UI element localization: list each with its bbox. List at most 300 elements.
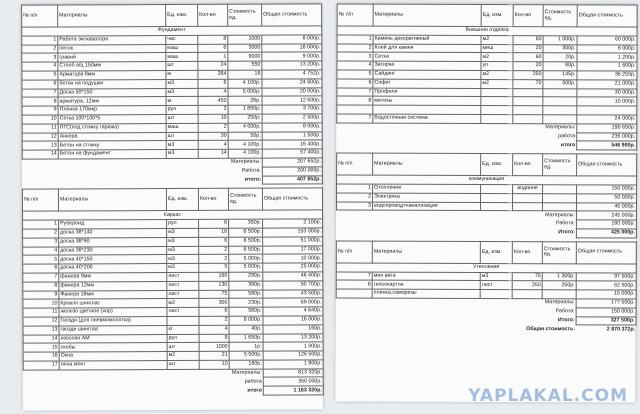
row-number: 7 [23,273,59,282]
row-quantity: 6 [199,237,229,246]
row-number: 11 [22,124,58,133]
row-unit-price: 5 000р. [229,263,263,272]
header-unit-price: Стоимость ед. [542,241,576,263]
row-total: 36 250р. [577,71,637,80]
summary-value: 200 000р. [262,167,322,176]
row-quantity: 160 [199,272,229,281]
row-total: 1 500р. [262,131,322,140]
row-material: Работа экскаватора [58,35,166,44]
row-number: 1 [23,220,59,229]
row-number: 1 [337,35,373,44]
row-material: железо цветное (хор) [59,308,167,317]
header-unit: Ед. изм. [481,154,513,176]
row-material: Рубероид [59,220,167,229]
row-unit [480,290,512,299]
row-number: 4 [337,61,373,70]
row-total: 12 600р. [262,96,322,105]
summary-value: 245 000р. [576,211,636,220]
header-num: № п/п [337,153,373,175]
row-unit: шт [167,343,199,352]
header-qty: Кол-во [513,5,543,27]
row-unit-price: 300р. [543,79,577,88]
summary-label: Работа: [241,167,261,174]
row-quantity: 1000 [199,343,229,352]
row-quantity: 2 [199,316,229,325]
row-total: 10 000р. [577,97,637,106]
section-title: Фундамент [22,26,322,36]
row-total: 6 000р. [577,44,637,53]
row-unit [480,202,512,211]
row-number: 8 [23,282,59,291]
summary-label: Материалы: [230,159,261,166]
row-quantity: 8 [198,35,228,44]
row-number: 4 [23,247,59,256]
row-unit-price: 230р. [229,298,263,307]
row-number: 3 [337,52,373,61]
header-material: Материалы [372,241,480,263]
summary-value: 190 650р. [577,124,637,133]
row-total: 4 640р. [263,307,323,316]
row-unit-price: 4 100р. [228,79,262,88]
row-unit: м3 [167,255,199,264]
row-total: 9 000р. [262,52,322,61]
row-quantity: 10 [199,360,229,369]
summary-label: Материалы: [545,124,576,131]
row-unit-price: 80р. [543,62,577,71]
row-total: 1 200р. [577,53,637,62]
row-quantity: 24 [198,61,228,70]
row-unit-price: 5 000р. [228,88,262,97]
row-number: 13 [22,141,58,150]
row-total: 3 700р. [262,105,322,114]
header-total: Общая стоимость [576,242,636,264]
row-unit: лист [480,281,512,290]
row-unit-price: 9000 [228,52,262,61]
summary-value: 150 000р. [576,308,636,317]
summary-label: Материалы: [544,299,575,306]
row-material: Бетон на фундамент [58,150,166,159]
header-total: Общая стоимость [577,5,637,27]
row-unit-price [543,97,577,106]
row-unit: рул [166,106,198,115]
row-quantity: 21 [199,351,229,360]
row-number: 5 [22,71,58,80]
row-quantity: 6 [198,79,228,88]
watermark-logo: YAPLAKAL.COM [468,386,628,406]
row-unit: м2 [167,351,199,360]
row-total: 97 500р. [576,272,636,281]
row-total: 60 000р. [577,36,637,45]
row-unit-price [542,202,576,211]
row-material: Кровля шинглас [59,299,167,308]
row-number: 2 [337,193,373,202]
row-number: 10 [22,115,58,124]
row-number: 9 [22,106,58,115]
row-unit [481,106,513,115]
row-unit: шт [166,114,198,123]
row-total: 15 000р. [576,290,636,299]
row-unit [481,114,513,123]
row-unit-price: 580р. [229,307,263,316]
summary-label: Работа: [555,220,575,227]
row-number: 15 [23,343,59,352]
row-total: 20 000р. [262,87,322,96]
section-title: Внешняя отделка [337,26,637,36]
row-material: гипсокартон [372,280,480,289]
section-title: Каркас [23,210,323,220]
row-total [577,106,637,115]
row-material: фанера 12мм [59,281,167,290]
row-unit-price: 390р. [229,281,263,290]
row-material: Сетка [373,52,481,61]
row-unit: маш [166,123,198,132]
row-number: 14 [22,150,58,159]
row-number: 7 [337,114,373,123]
row-total: 17 000р. [263,245,323,254]
row-unit-price: 290р. [229,272,263,281]
row-total: 30 000р. [577,88,637,97]
summary-label: итого [560,141,576,148]
row-quantity: 264 [198,70,228,79]
row-total: 16 400р. [262,140,322,149]
row-unit-price: 8 500р. [229,228,263,237]
row-unit-price: 4 000р. [228,123,262,132]
row-number [336,289,372,298]
header-unit-price: Стоимость ед. [228,188,262,210]
row-material: метизы [373,96,481,105]
row-unit [481,97,513,106]
header-total: Общая стоимость [262,4,322,26]
row-unit: м3 [480,272,512,281]
row-unit [481,193,513,202]
row-unit-price [543,115,577,124]
row-total: 160р. [263,325,323,334]
header-num: № п/п [22,5,58,27]
row-quantity: 20 [513,44,543,53]
row-material: Водосточная система [373,114,481,123]
row-unit-price: 300р. [543,44,577,53]
row-unit: кг [167,325,199,334]
row-unit-price: 4 100р. [228,140,262,149]
row-material: изоспан АМ [59,334,167,343]
right-estimate-sheet [335,3,636,402]
row-total: 69 000р. [263,298,323,307]
row-material: Столб а/ц 150мм [58,62,166,71]
header-unit-price: Стоимость ед. [543,154,577,176]
row-total: 153 000р. [263,228,323,237]
row-number [337,105,373,114]
row-material: Окна [59,352,167,361]
row-material: водопровод+канализация [372,202,480,211]
left-estimate-table [21,3,324,396]
row-unit [481,88,513,97]
summary-label: Материалы: [545,212,575,219]
row-number: 6 [23,264,59,273]
row-unit: меш [481,44,513,53]
row-unit-price: 1000 [228,35,262,44]
row-unit: уп [481,62,513,71]
row-unit: рул [167,334,199,343]
header-qty: Кол-во [513,154,543,176]
section-title: коммуникации [337,175,637,185]
row-number: 5 [23,255,59,264]
row-unit-price: 1 850р. [228,105,262,114]
row-quantity: 450 [198,97,228,106]
summary-label: работа [558,133,576,140]
right-estimate-table [336,3,638,334]
header-unit: Ед. изм. [166,189,198,211]
header-row [337,4,637,27]
summary-label: итого [247,387,262,394]
row-total: 62 500р. [576,281,636,290]
row-unit-price [543,185,577,194]
section-title: Утепление [336,263,636,273]
row-unit: м [166,97,198,106]
row-material: Бетон на стяжку [58,141,166,150]
row-number: 2 [23,229,59,238]
header-row [22,188,322,211]
row-material: доска 38*140 [59,228,167,237]
row-unit: шт [166,132,198,141]
row-number: 8 [22,97,58,106]
row-material: пленка,саморезы [372,289,480,298]
row-unit: м3 [166,141,198,150]
row-quantity: 14 [198,149,228,158]
summary-value: 180 000р. [576,220,636,229]
left-estimate-sheet [21,3,323,410]
row-unit: шт [166,62,198,71]
row-unit: час [166,35,198,44]
row-material: мин вата [372,272,480,281]
row-number: 9 [23,291,59,300]
row-total: 8 000р. [262,35,322,44]
row-material: Камень декоративный [373,35,481,44]
row-total: 50 000р. [577,194,637,203]
row-total: 24 600р. [262,79,322,88]
row-total: 50 700р. [263,281,323,290]
row-quantity: водяное [513,185,543,194]
grand-total-row [336,324,636,334]
row-quantity [512,290,542,299]
row-quantity: 1 [198,53,228,62]
row-material: бетон на подушки [58,79,166,88]
header-num: № п/п [22,189,58,211]
row-material: гравий [58,53,166,62]
row-quantity: 2 [199,246,229,255]
row-unit-price: 580р. [229,290,263,299]
row-unit: м3 [167,237,199,246]
summary-label: Работа: [555,308,575,315]
row-number: 10 [23,299,59,308]
row-unit-price: 28р. [228,96,262,105]
header-unit-price: Стоимость ед. [543,5,577,27]
row-unit-price: 8 500р. [229,246,263,255]
row-material: Отопление [373,184,481,193]
header-row [337,153,637,176]
row-number: 8 [337,96,373,105]
row-total: 25 000р. [263,263,323,272]
row-unit: м2 [481,53,513,62]
row-unit-price: 550 [228,61,262,70]
row-quantity: 250 [512,281,542,290]
summary-row [23,386,323,396]
row-unit-price: 1 650р. [229,334,263,343]
row-total: 4 752р. [262,70,322,79]
row-quantity: 75 [512,272,542,281]
row-unit-price [543,193,577,202]
summary-value: 350 000р. [263,377,323,386]
row-material: Профили [373,88,481,97]
row-unit: маш [166,44,198,53]
row-number: 3 [336,202,372,211]
row-quantity: 60 [513,53,543,62]
row-material: доска 40*150 [59,255,167,264]
row-number: 3 [23,238,59,247]
row-number: 1 [22,36,58,45]
row-unit: м3 [167,264,199,273]
header-qty: Кол-во [198,4,228,26]
row-quantity: 4 [198,141,228,150]
row-quantity: 75 [199,290,229,299]
row-quantity [513,115,543,124]
row-unit: лист [167,307,199,316]
row-total: 10 000р. [263,254,323,263]
row-unit-price: 1р. [229,342,263,351]
header-total: Общая стоимость [262,188,322,210]
row-unit-price [543,88,577,97]
row-material: арматура, 12мм [58,97,166,106]
row-number: 3 [22,53,58,62]
row-unit: маш [166,53,198,62]
summary-value: 407 652р. [262,175,322,184]
row-total: 13 200р. [262,61,322,70]
row-unit: лист [167,281,199,290]
row-number: 17 [23,361,59,370]
row-quantity [512,202,542,211]
row-quantity: 130 [199,281,229,290]
row-number: 12 [22,133,58,142]
row-quantity: 2 [199,255,229,264]
row-material: доска 38*230 [59,246,167,255]
row-material: доска 40*200 [59,264,167,273]
row-number: 16 [23,352,59,361]
header-unit: Ед. изм. [166,4,198,26]
row-unit-price: 1 000р. [543,35,577,44]
row-unit: м3 [167,228,199,237]
row-quantity: 4 [198,88,228,97]
row-number: 12 [23,317,59,326]
row-unit: м3 [166,88,198,97]
row-number: 5 [337,70,373,79]
summary-value: 327 500р. [576,316,636,325]
header-material: Материалы [373,4,481,26]
row-material: Электрика [373,193,481,202]
row-total: 24 000р. [577,115,637,124]
summary-value: 177 500р. [576,299,636,308]
summary-value: 813 320р. [263,369,323,378]
row-total: 18 000р. [262,43,322,52]
row-number: 6 [22,80,58,89]
row-unit-price: 1 300р. [542,272,576,281]
row-quantity: 30 [198,132,228,141]
row-material: гвозди шинглас [59,325,167,334]
row-total: 1 600р. [577,62,637,71]
header-material: Материалы [58,5,166,27]
row-material: Пленка 170мкр [58,106,166,115]
row-unit-price: 5 500р. [229,351,263,360]
row-unit [481,184,513,193]
row-total: 57 400р. [262,149,322,158]
row-unit: м2 [481,70,513,79]
row-material: фанера 9мм [59,272,167,281]
summary-value: 546 900р. [577,141,637,150]
row-unit-price: 8 000р. [229,316,263,325]
row-quantity: 2 [198,123,228,132]
header-material: Материалы [58,189,166,211]
row-number: 1 [337,184,373,193]
row-number: 14 [23,334,59,343]
summary-label: итого: [244,176,261,183]
row-quantity: 6 [199,307,229,316]
row-quantity: 20 [513,62,543,71]
row-material: Сетка 100*100*5 [58,114,166,123]
row-unit-price: 8 500р. [229,237,263,246]
row-quantity: 18 [199,228,229,237]
row-total: 51 000р. [263,237,323,246]
row-total: 46 400р. [263,272,323,281]
row-unit-price: 250р. [542,281,576,290]
row-quantity [513,106,543,115]
row-number: 11 [23,308,59,317]
row-unit-price: 50р. [228,132,262,141]
header-total: Общая стоимость [577,154,637,176]
row-quantity: 5 [199,263,229,272]
row-number: 2 [22,45,58,54]
row-quantity: 8 [199,334,229,343]
row-unit-price: 20р. [543,53,577,62]
row-unit: лист [167,272,199,281]
header-qty: Кол-во [512,241,542,263]
row-material: скобы [59,343,167,352]
row-unit: шт [167,360,199,369]
row-material: Гвозди (для пневмомолотка) [59,316,167,325]
row-unit-price: 350р. [229,219,263,228]
row-quantity: 60 [513,35,543,44]
row-unit-price: 145р. [543,71,577,80]
row-material: Софит [373,79,481,88]
header-row [336,241,636,264]
row-material: Сайдинг [373,70,481,79]
row-total: 13 200р. [263,333,323,342]
row-quantity: 2 [198,105,228,114]
row-material: Анкера [58,132,166,141]
row-total: 1 800р. [263,360,323,369]
row-unit-price: 40р. [229,325,263,334]
row-unit-price [542,290,576,299]
header-unit: Ед. изм. [481,4,513,26]
row-material: Доска 50*150 [58,88,166,97]
row-material [373,105,481,114]
row-unit [167,316,199,325]
summary-value: 207 652р. [262,158,322,167]
row-unit-price: 180р. [229,360,263,369]
summary-label: работа [244,378,262,385]
row-unit: м2 [481,35,513,44]
summary-value: 425 000р. [576,229,636,238]
row-total: 43 500р. [263,289,323,298]
row-material: Клей для камня [373,44,481,53]
row-total: 2 100р. [263,219,323,228]
